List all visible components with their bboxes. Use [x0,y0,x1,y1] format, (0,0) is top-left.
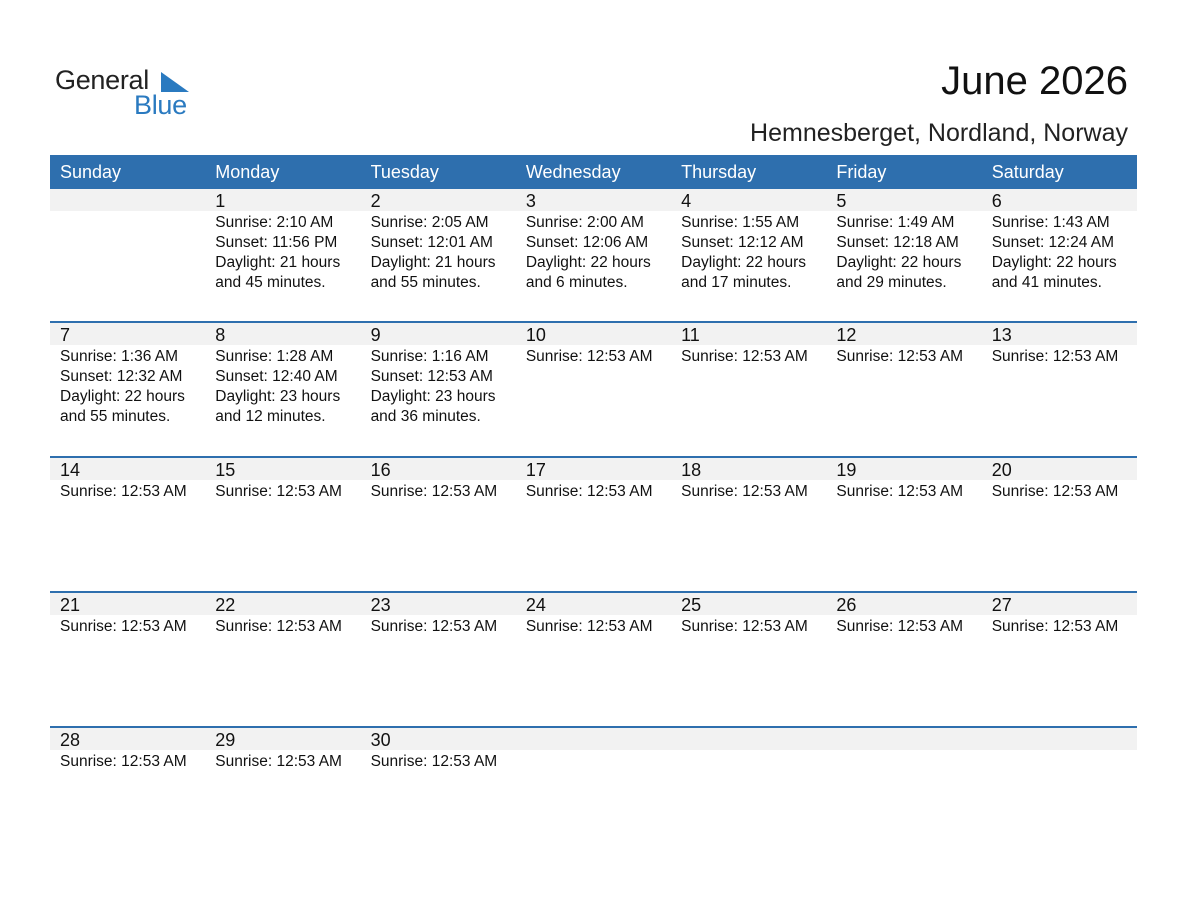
sun-info-line: Sunset: 12:32 AM [60,368,183,385]
day-number: 21 [50,593,205,615]
calendar-day-cell [50,728,205,863]
sun-info-line: Daylight: 22 hours [525,254,651,271]
sun-info-line: Sunrise: 2:00 AM [525,214,644,231]
day-number: 9 [361,323,516,345]
sun-info-line: Sunrise: 12:53 AM [681,348,808,365]
sun-info-line: Sunrise: 2:10 AM [215,214,334,231]
calendar-week [50,321,1137,458]
day-number: 18 [671,458,826,480]
calendar-day-cell [826,728,981,863]
calendar-day-cell [361,189,516,324]
page-title: June 2026 [941,59,1128,103]
sun-info-line: Sunset: 11:56 PM [215,234,338,251]
day-sun-info [516,347,671,367]
calendar-day-cell [50,189,205,324]
day-number: 23 [361,593,516,615]
sun-info-line: Sunrise: 12:53 AM [60,483,187,500]
sun-info-line: Daylight: 21 hours [215,254,341,271]
sun-info-line: Sunrise: 1:16 AM [370,348,489,365]
sun-info-line: Sunrise: 12:53 AM [681,618,808,635]
day-number [826,728,981,750]
location-subtitle: Hemnesberget, Nordland, Norway [750,119,1128,147]
day-number: 3 [516,189,671,211]
day-sun-info [205,482,360,502]
sun-info-line: Sunrise: 12:53 AM [370,753,498,770]
calendar-day-cell [982,728,1137,863]
day-sun-info [361,617,516,637]
day-number: 16 [361,458,516,480]
sun-info-line: Sunrise: 12:53 AM [991,618,1119,635]
day-sun-info [50,347,205,427]
sun-info-line: Sunrise: 12:53 AM [215,753,342,770]
day-number: 7 [50,323,205,345]
calendar-day-cell [516,323,671,458]
day-number: 2 [361,189,516,211]
sun-info-line: Sunrise: 12:53 AM [836,348,964,365]
sun-info-line: Sunrise: 1:49 AM [836,214,955,231]
weekday-friday: Friday [836,162,887,182]
weekday-wednesday: Wednesday [525,162,621,182]
calendar-day-cell [50,458,205,593]
day-sun-info [826,347,981,367]
calendar-day-cell [361,323,516,458]
day-number: 15 [205,458,360,480]
calendar-week [50,726,1137,863]
day-sun-info [982,347,1137,367]
sun-info-line: Sunrise: 12:53 AM [370,483,498,500]
calendar-day-cell [671,323,826,458]
calendar-day-cell [516,189,671,324]
day-number: 20 [982,458,1137,480]
day-sun-info [982,213,1137,293]
calendar-day-cell [671,593,826,728]
sun-info-line: Sunrise: 1:36 AM [60,348,179,365]
sun-info-line: and 41 minutes. [991,274,1102,291]
calendar-day-cell [205,593,360,728]
calendar-day-cell [982,458,1137,593]
weekday-sunday: Sunday [60,162,122,182]
sun-info-line: and 12 minutes. [215,408,326,425]
sun-info-line: Daylight: 23 hours [370,388,496,405]
day-number: 26 [826,593,981,615]
sun-info-line: Sunrise: 12:53 AM [215,483,342,500]
sun-info-line: Sunrise: 1:43 AM [991,214,1110,231]
calendar-week [50,456,1137,593]
logo-blue-text: Blue [134,90,187,120]
sun-info-line: Sunrise: 12:53 AM [681,483,808,500]
day-sun-info [205,752,360,772]
sun-info-line: and 45 minutes. [215,274,326,291]
sun-info-line: and 36 minutes. [370,408,481,425]
day-number: 19 [826,458,981,480]
day-number: 8 [205,323,360,345]
sun-info-line: Sunset: 12:40 AM [215,368,338,385]
calendar-day-cell [205,323,360,458]
day-sun-info [361,752,516,772]
day-number: 27 [982,593,1137,615]
calendar-week [50,591,1137,728]
sun-info-line: Sunrise: 2:05 AM [370,214,489,231]
calendar-day-cell [826,593,981,728]
day-sun-info [516,482,671,502]
calendar-day-cell [361,593,516,728]
day-number: 25 [671,593,826,615]
day-number: 13 [982,323,1137,345]
calendar-day-cell [516,458,671,593]
sun-info-line: Daylight: 22 hours [60,388,185,405]
sun-info-line: and 55 minutes. [60,408,171,425]
sun-info-line: Sunset: 12:24 AM [991,234,1115,251]
day-number: 30 [361,728,516,750]
calendar-day-cell [50,323,205,458]
day-sun-info [826,617,981,637]
day-number: 11 [671,323,826,345]
sun-info-line: Sunset: 12:53 AM [370,368,493,385]
calendar-day-cell [982,323,1137,458]
calendar-day-cell [516,728,671,863]
day-number [982,728,1137,750]
sun-info-line: Sunrise: 12:53 AM [836,483,964,500]
calendar-day-cell [826,323,981,458]
calendar-day-cell [361,728,516,863]
day-number: 28 [50,728,205,750]
calendar-day-cell [982,189,1137,324]
sun-info-line: and 17 minutes. [681,274,792,291]
day-sun-info [982,617,1137,637]
day-sun-info [671,617,826,637]
day-number: 14 [50,458,205,480]
day-number: 1 [205,189,360,211]
day-number: 10 [516,323,671,345]
day-sun-info [205,617,360,637]
day-sun-info [361,213,516,293]
sun-info-line: Sunrise: 12:53 AM [525,618,653,635]
day-sun-info [361,482,516,502]
day-sun-info [982,482,1137,502]
day-number [50,189,205,211]
calendar-day-cell [516,593,671,728]
calendar-day-cell [50,593,205,728]
day-sun-info [50,752,205,772]
sun-info-line: Sunrise: 12:53 AM [991,348,1119,365]
sun-info-line: and 6 minutes. [525,274,628,291]
day-number [516,728,671,750]
day-sun-info [826,482,981,502]
sun-info-line: Sunrise: 12:53 AM [60,618,187,635]
calendar-day-cell [982,593,1137,728]
sun-info-line: Sunrise: 12:53 AM [370,618,498,635]
day-sun-info [50,617,205,637]
sun-info-line: Sunrise: 12:53 AM [60,753,187,770]
sun-info-line: Daylight: 23 hours [215,388,341,405]
sun-info-line: Sunset: 12:01 AM [370,234,493,251]
sun-info-line: Sunrise: 12:53 AM [525,483,653,500]
weekday-monday: Monday [215,162,280,182]
day-sun-info [516,213,671,293]
sun-info-line: Sunrise: 12:53 AM [525,348,653,365]
day-sun-info [205,213,360,293]
sun-info-line: Sunrise: 12:53 AM [991,483,1119,500]
calendar-day-cell [671,728,826,863]
calendar-day-cell [361,458,516,593]
sun-info-line: Daylight: 22 hours [836,254,962,271]
day-number: 22 [205,593,360,615]
calendar-day-cell [826,458,981,593]
day-number: 12 [826,323,981,345]
day-sun-info [826,213,981,293]
sun-info-line: Daylight: 22 hours [681,254,807,271]
sun-info-line: and 29 minutes. [836,274,947,291]
day-number: 4 [671,189,826,211]
sun-info-line: and 55 minutes. [370,274,481,291]
calendar-day-cell [205,458,360,593]
day-sun-info [671,482,826,502]
sun-info-line: Sunrise: 1:55 AM [681,214,800,231]
sun-info-line: Sunset: 12:18 AM [836,234,959,251]
sun-info-line: Daylight: 21 hours [370,254,496,271]
day-number: 29 [205,728,360,750]
calendar-day-cell [205,189,360,324]
day-number: 17 [516,458,671,480]
day-sun-info [361,347,516,427]
weekday-saturday: Saturday [991,162,1064,182]
calendar-day-cell [671,189,826,324]
calendar-day-cell [205,728,360,863]
day-sun-info [516,617,671,637]
sun-info-line: Sunset: 12:06 AM [525,234,649,251]
sun-info-line: Sunrise: 12:53 AM [215,618,342,635]
day-sun-info [205,347,360,427]
weekday-thursday: Thursday [681,162,757,182]
sun-info-line: Sunrise: 1:28 AM [215,348,334,365]
weekday-header-row [50,155,1137,189]
calendar-week [50,189,1137,324]
logo [55,64,205,120]
calendar-day-cell [671,458,826,593]
logo-general-text: General [55,65,149,95]
day-number [671,728,826,750]
day-sun-info [671,213,826,293]
day-number: 5 [826,189,981,211]
sun-info-line: Sunset: 12:12 AM [681,234,804,251]
weekday-tuesday: Tuesday [370,162,439,182]
sun-info-line: Daylight: 22 hours [991,254,1117,271]
sun-info-line: Sunrise: 12:53 AM [836,618,964,635]
day-sun-info [50,482,205,502]
calendar-day-cell [826,189,981,324]
day-number: 6 [982,189,1137,211]
day-number: 24 [516,593,671,615]
day-sun-info [671,347,826,367]
